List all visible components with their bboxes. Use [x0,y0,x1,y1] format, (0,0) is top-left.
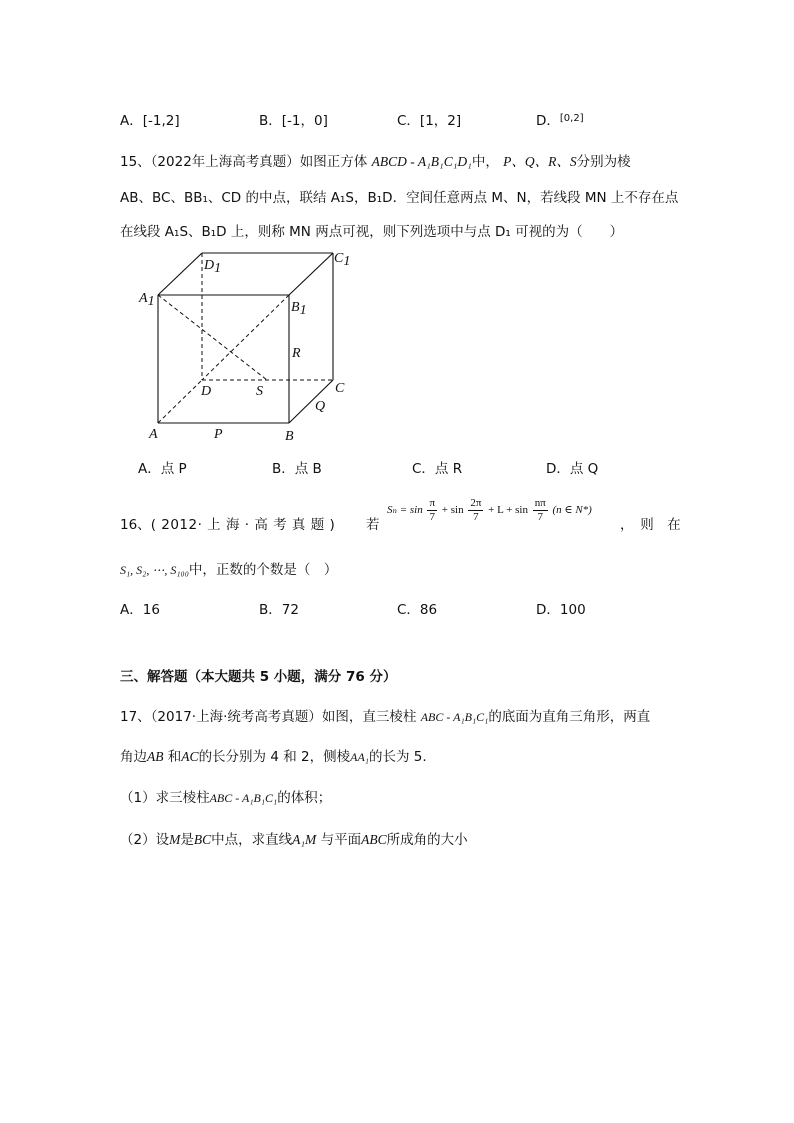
q16-frac1: $\frac{\pi}{7}$ [429,497,436,523]
q16-seq: S₁, S₂, ⋯, S₁₀₀ [120,563,189,577]
q16-plus2: + L + sin [488,504,528,517]
q14-option-d [536,109,584,129]
q17-line1 [120,705,650,725]
q16-option-c: C．86 [397,602,438,618]
q16-frac3: $\frac{n\pi}{7}$ [534,497,546,523]
q16-formula [387,497,592,524]
q16-then: ， 则 在 [620,517,681,533]
q17-line2-b: 的长分别为 4 和 2，侧棱 [198,749,351,765]
q16-option-d: D．100 [536,602,586,618]
label-a1: A1 [139,291,155,309]
q17-and: 和 [167,749,182,765]
label-r: R [292,346,301,361]
q15-cube-name: ABCD - A₁B₁C₁D₁ [371,154,472,169]
q15-points: P、Q、R、S [503,154,577,169]
q16-frac2: $\frac{2\pi}{7}$ [470,497,482,523]
label-b: B [285,429,294,444]
q17-part1-a: （1）求三棱柱 [120,790,210,806]
q17-line2 [120,745,427,765]
q15-source: （2022年上海高考真题） [150,154,300,170]
q17-part1-prism: ABC - A₁B₁C₁ [209,791,278,805]
q17-prism: ABC - A₁B₁C₁ [420,710,489,724]
segment-b1d [202,295,289,380]
q15-line2: AB、BC、BB₁、CD 的中点，联结 A₁S，B₁D．空间任意两点 M、N，若线段 MN 上不存在点 [120,190,679,206]
q17-aa1: AA₁ [350,750,369,764]
label-p: P [214,427,223,442]
q16-plus1: + sin [441,504,464,517]
edge-a1d1 [158,253,202,295]
q16-cond: (n ∈ N*) [552,504,592,517]
q17-part2-m: M [169,832,181,847]
q16-formula-lhs: Sₙ = sin [387,504,423,517]
q15-line3: 在线段 A₁S、B₁D 上，则称 MN 两点可视，则下列选项中与点 D₁ 可视的为（ ） [120,224,624,240]
q17-part2 [120,828,468,848]
q17-part2-e: 所成角的大小 [386,832,468,848]
q17-ac: AC [181,749,199,764]
q17-source: （2017·上海·统考高考真题） [150,709,322,725]
q17-part2-a: （2）设 [120,832,170,848]
label-c: C [335,381,345,396]
label-c1: C1 [334,251,351,269]
q16-number-source [120,513,335,533]
label-s: S [256,384,263,399]
label-d1: D1 [204,258,222,276]
q14-option-d-value: [0,2] [559,113,584,124]
q14-option-d-label: D． [536,113,560,129]
q17-line2-c: 的长为 5. [368,749,427,765]
cube-figure [130,240,360,450]
label-d: D [201,384,212,399]
q17-text-b: 的底面为直角三角形，两直 [488,709,651,725]
q17-part2-d: 与平面 [320,832,362,848]
q16-source: ( 2012· 上 海 · 高 考 真 题 ) [150,517,336,533]
q15-number: 15、 [120,154,151,170]
q15-text-end: 中， [471,154,499,170]
q17-ab: AB [147,749,164,764]
q17-part2-b: 是 [180,832,194,848]
q17-part2-abc: ABC [361,832,387,847]
q15-line1 [120,150,631,170]
label-b1: B1 [291,300,307,318]
label-a: A [149,427,158,442]
q16-option-a: A．16 [120,602,160,618]
edge-b1c1 [289,253,333,295]
edge-bc [289,380,333,423]
q17-text-a: 如图，直三棱柱 [321,709,417,725]
q16-line2 [120,558,337,578]
segment-a1s [158,295,267,380]
q17-number: 17、 [120,709,151,725]
q16-option-b: B．72 [259,602,299,618]
q17-part2-bc: BC [193,832,212,847]
q14-option-a: A．[-1,2] [120,113,180,129]
q14-option-b: B．[-1，0] [259,113,328,129]
q17-part1 [120,786,331,806]
q17-part2-c: 中点，求直线 [211,832,293,848]
q15-option-b: B．点 B [272,461,322,477]
q14-option-c: C．[1，2] [397,113,462,129]
q16-number: 16、 [120,517,151,533]
q15-option-c: C．点 R [412,461,463,477]
q15-tail: 分别为棱 [576,154,631,170]
q15-option-a: A．点 P [138,461,187,477]
q15-text: 如图正方体 [299,154,368,170]
q15-option-d: D．点 Q [546,461,599,477]
edge-ad-hidden [158,380,202,423]
q17-line2-a: 角边 [120,749,147,765]
q17-part2-a1m: A₁M [292,832,317,847]
q16-line2-tail: 中，正数的个数是（ ） [188,562,338,578]
label-q: Q [315,399,326,414]
q17-part1-b: 的体积； [277,790,332,806]
section-3-heading: 三、解答题（本大题共 5 小题，满分 76 分） [120,669,397,685]
q16-ruo: 若 [366,517,380,533]
